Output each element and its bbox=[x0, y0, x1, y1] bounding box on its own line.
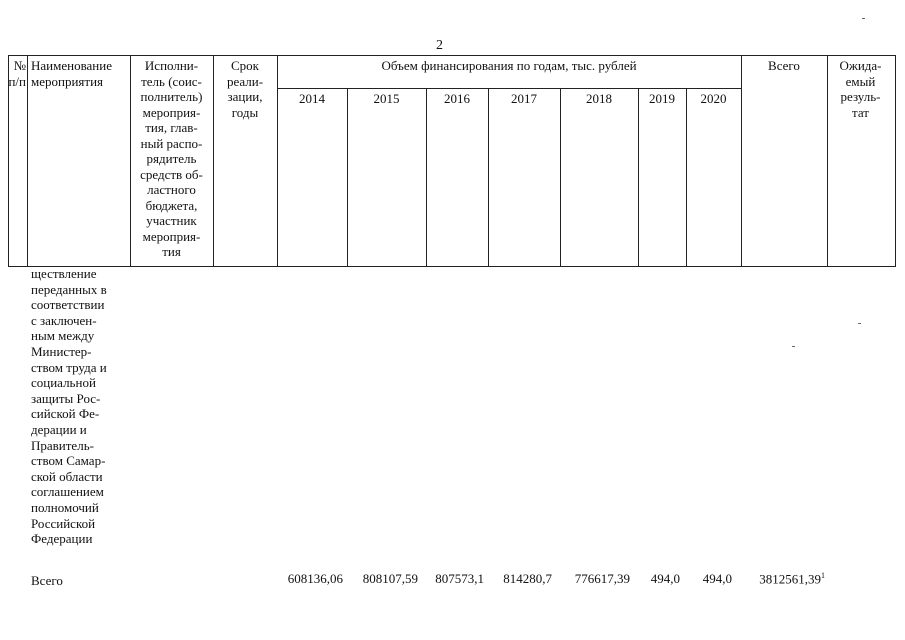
scan-speck bbox=[792, 346, 795, 347]
column-divider bbox=[277, 55, 278, 266]
header-result-column: Ожида- емый резуль- тат bbox=[839, 58, 882, 120]
header-executor-column: Исполни- тель (соис- полнитель) мероприя- тия, глав- ный распо- рядитель средств об- ластного бюджета, участник мероприя- тия bbox=[140, 58, 203, 259]
footnote-marker: 1 bbox=[821, 571, 825, 580]
header-number-column: № п/п bbox=[8, 58, 26, 89]
header-name-column: Наименование мероприятия bbox=[31, 58, 112, 89]
year-header: 2017 bbox=[511, 91, 537, 106]
total-2014: 608136,06 bbox=[287, 571, 343, 586]
total-2020: 494,0 bbox=[702, 571, 732, 586]
header-total-column: Всего bbox=[768, 58, 800, 73]
column-divider bbox=[741, 55, 742, 266]
grand-total-value: 3812561,39 bbox=[759, 571, 821, 587]
year-header: 2019 bbox=[649, 91, 675, 106]
column-divider bbox=[686, 88, 687, 266]
year-header: 2014 bbox=[299, 91, 325, 106]
total-2018: 776617,39 bbox=[574, 571, 630, 586]
totals-label: Всего bbox=[31, 573, 63, 588]
year-header: 2018 bbox=[586, 91, 612, 106]
scan-speck bbox=[862, 18, 865, 19]
year-header: 2016 bbox=[444, 91, 470, 106]
total-2019: 494,0 bbox=[650, 571, 680, 586]
column-divider bbox=[638, 88, 639, 266]
column-divider bbox=[426, 88, 427, 266]
header-term-column: Срок реали- зации, годы bbox=[226, 58, 264, 120]
total-2015: 808107,59 bbox=[362, 571, 418, 586]
activity-description: ществление переданных в соответствии с заключен- ным между Министер- ством труда и социальной защиты Рос- сийской Фе- дерации и Правитель- ством Самар- ской области соглашением полномочий Российской Федерации bbox=[31, 266, 107, 547]
column-divider bbox=[347, 88, 348, 266]
grand-total bbox=[745, 571, 825, 587]
scan-speck bbox=[858, 323, 861, 324]
header-funding-column: Объем финансирования по годам, тыс. рублей bbox=[381, 58, 637, 73]
total-2016: 807573,1 bbox=[435, 571, 484, 586]
year-header: 2020 bbox=[700, 91, 727, 106]
year-header: 2015 bbox=[373, 91, 400, 106]
column-divider bbox=[488, 88, 489, 266]
page-number: 2 bbox=[436, 38, 443, 53]
column-divider bbox=[560, 88, 561, 266]
total-2017: 814280,7 bbox=[503, 571, 552, 586]
column-divider bbox=[27, 55, 28, 266]
